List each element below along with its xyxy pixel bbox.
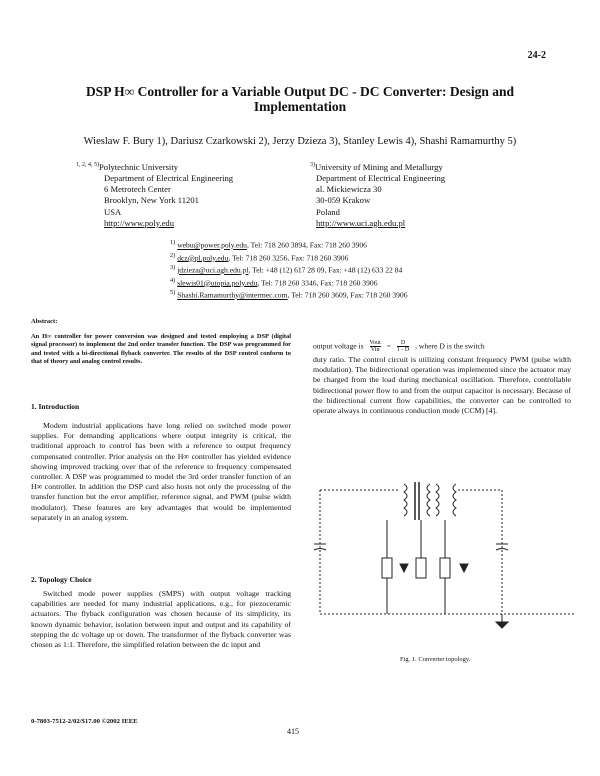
contact-list xyxy=(170,238,408,301)
figure-caption: Fig. 1. Converter topology. xyxy=(400,656,471,663)
contact-marker: 5) xyxy=(170,289,176,297)
section-heading-topology: 2. Topology Choice xyxy=(31,575,92,584)
transformer-primary-winding xyxy=(404,484,407,516)
affiliation-right-url[interactable]: http://www.uci.agh.edu.pl xyxy=(316,217,406,228)
formula-fraction-1 xyxy=(370,340,381,353)
affiliation-left xyxy=(76,160,233,229)
footer-isbn: 0-7803-7512-2/02/$17.00 ©2002 IEEE xyxy=(31,718,138,725)
mosfet-switch-2 xyxy=(416,558,426,578)
email-link[interactable]: dcz@pl.poly.edu xyxy=(177,253,229,263)
contact-marker: 4) xyxy=(170,276,176,284)
contact-phone: , Tel: 718 260 3256, Fax: 718 260 3906 xyxy=(228,253,349,263)
contact-line xyxy=(170,288,408,301)
output-capacitor-plate xyxy=(496,549,508,551)
right-column-text: duty ratio. The control circuit is utilizing constant frequency PWM (pulse width modulation). The bidirectional operation was implemented since the actuator may be charged from the load during mechanical oscillation. Therefore, controllable bidirectional power flow to and from the output capacitor is necessary. Because of the bidirectional current flow capabilities, the converter can be controlled to operate always in continuous conduction mode (CCM) [4]. xyxy=(313,355,571,416)
diode-symbol xyxy=(400,564,408,572)
affiliation-left-line: USA xyxy=(104,206,122,217)
formula-num-2: D xyxy=(397,340,409,347)
formula-den-1: Vin xyxy=(370,347,380,353)
formula-fraction-2 xyxy=(397,340,409,353)
contact-line xyxy=(170,276,408,289)
affiliation-right-line: Department of Electrical Engineering xyxy=(316,173,446,184)
title-line-2: Implementation xyxy=(253,99,347,114)
mosfet-switch-1 xyxy=(382,558,392,578)
circuit-diagram xyxy=(312,480,574,630)
title-line-1: DSP H∞ Controller for a Variable Output DC - DC Converter: Design and xyxy=(85,84,515,99)
formula-line xyxy=(313,340,485,353)
transformer-winding xyxy=(453,484,456,516)
formula-num-1: Vout xyxy=(369,340,381,346)
affiliation-left-line: 6 Metrotech Center xyxy=(104,184,171,195)
abstract-text: An H∞ controller for power conversion was designed and tested employing a DSP (digital signal processor) to implement the 2nd order transfer function. The DSP was programmed for and tested with a bi-directional flyback converter. The results of the DSP control conform to that of theory and analog control results. xyxy=(31,333,291,366)
abstract-heading: Abstract: xyxy=(31,318,58,325)
contact-line xyxy=(170,238,408,251)
contact-phone: , Tel: 718 260 3609, Fax: 718 260 3906 xyxy=(287,290,408,300)
formula-den-2: 1 - D xyxy=(396,347,410,353)
ground-symbol xyxy=(496,622,508,628)
affiliation-right xyxy=(310,160,445,229)
contact-phone: , Tel: 718 260 3894, Fax: 718 260 3906 xyxy=(246,240,367,250)
section-heading-introduction: 1. Introduction xyxy=(31,402,80,411)
formula-equals: = xyxy=(386,341,391,351)
author-list: Wieslaw F. Bury 1), Dariusz Czarkowski 2), Jerzy Dzieza 3), Stanley Lewis 4), Shashi Ramamurthy 5) xyxy=(83,136,517,147)
affiliation-right-line: al. Mickiewicza 30 xyxy=(316,184,382,195)
transformer-winding xyxy=(436,484,439,516)
affiliation-right-line: 30-059 Krakow xyxy=(316,195,371,206)
input-capacitor-plate xyxy=(314,549,326,551)
contact-marker: 1) xyxy=(170,239,176,246)
affiliation-left-line: Department of Electrical Engineering xyxy=(104,173,234,184)
contact-phone: , Tel: +48 (12) 617 28 09, Fax: +48 (12) 633 22 84 xyxy=(248,265,403,275)
email-link[interactable]: jdzieza@uci.agh.edu.pl xyxy=(177,265,249,275)
page-number: 415 xyxy=(287,727,299,736)
email-link[interactable]: webu@power.poly.edu xyxy=(177,240,247,250)
email-link[interactable]: slewis01@utopia.poly.edu xyxy=(177,278,258,288)
diode-symbol xyxy=(460,564,468,572)
email-link[interactable]: Shashi.Ramamurthy@intermec.com xyxy=(177,290,288,300)
affiliation-left-line: Polytechnic University xyxy=(99,161,179,172)
affiliation-left-url[interactable]: http://www.poly.edu xyxy=(104,217,175,228)
mosfet-switch-3 xyxy=(440,558,450,578)
affiliation-left-marker: 1, 2, 4, 5) xyxy=(76,162,99,168)
formula-tail: , where D is the switch xyxy=(415,341,485,351)
contact-marker: 2) xyxy=(170,251,176,259)
paper-title xyxy=(60,84,540,114)
affiliation-right-line: University of Mining and Metallurgy xyxy=(315,161,443,172)
formula-lead: output voltage is xyxy=(313,341,364,351)
contact-phone: , Tel: 718 260 3346, Fax: 718 260 3906 xyxy=(257,278,378,288)
affiliation-right-line: Poland xyxy=(316,206,340,217)
page-id: 24-2 xyxy=(527,50,546,61)
affiliation-left-line: Brooklyn, New York 11201 xyxy=(104,195,199,206)
transformer-secondary-winding xyxy=(427,484,430,516)
contact-line xyxy=(170,251,408,264)
section-text-topology: Switched mode power supplies (SMPS) with output voltage tracking capabilities are needed for many industrial applications, e.g., for piezoceramic actuators. The flyback configuration was chosen because of its simplicity, its known dynamic behavior, isolation between input and output and its capability of stepping the dc voltage up or down. The transformer of the flyback converter was chosen as 1:1. Therefore, the simplified relation between the dc input and xyxy=(31,589,291,650)
contact-marker: 3) xyxy=(170,264,176,272)
contact-line xyxy=(170,263,408,276)
affiliation-right-marker: 3) xyxy=(310,162,315,168)
section-text-introduction: Modern industrial applications have long relied on switched mode power supplies. For demanding applications where output integrity is critical, the traditional approach to control has been with a reference to output frequency compensated controller. Prior analysis on the H∞ controller has yielded evidence showing improved tracking over that of the reference to frequency compensated controller. A DSP was programmed to model the 3rd order transfer function of an H∞ controller. In addition the DSP card also hosts not only the processing of the transfer function but the error amplifier, reference signal, and PWM (pulse width modulator). These features are key advantages that would be implemented separately in an analog system. xyxy=(31,421,291,522)
